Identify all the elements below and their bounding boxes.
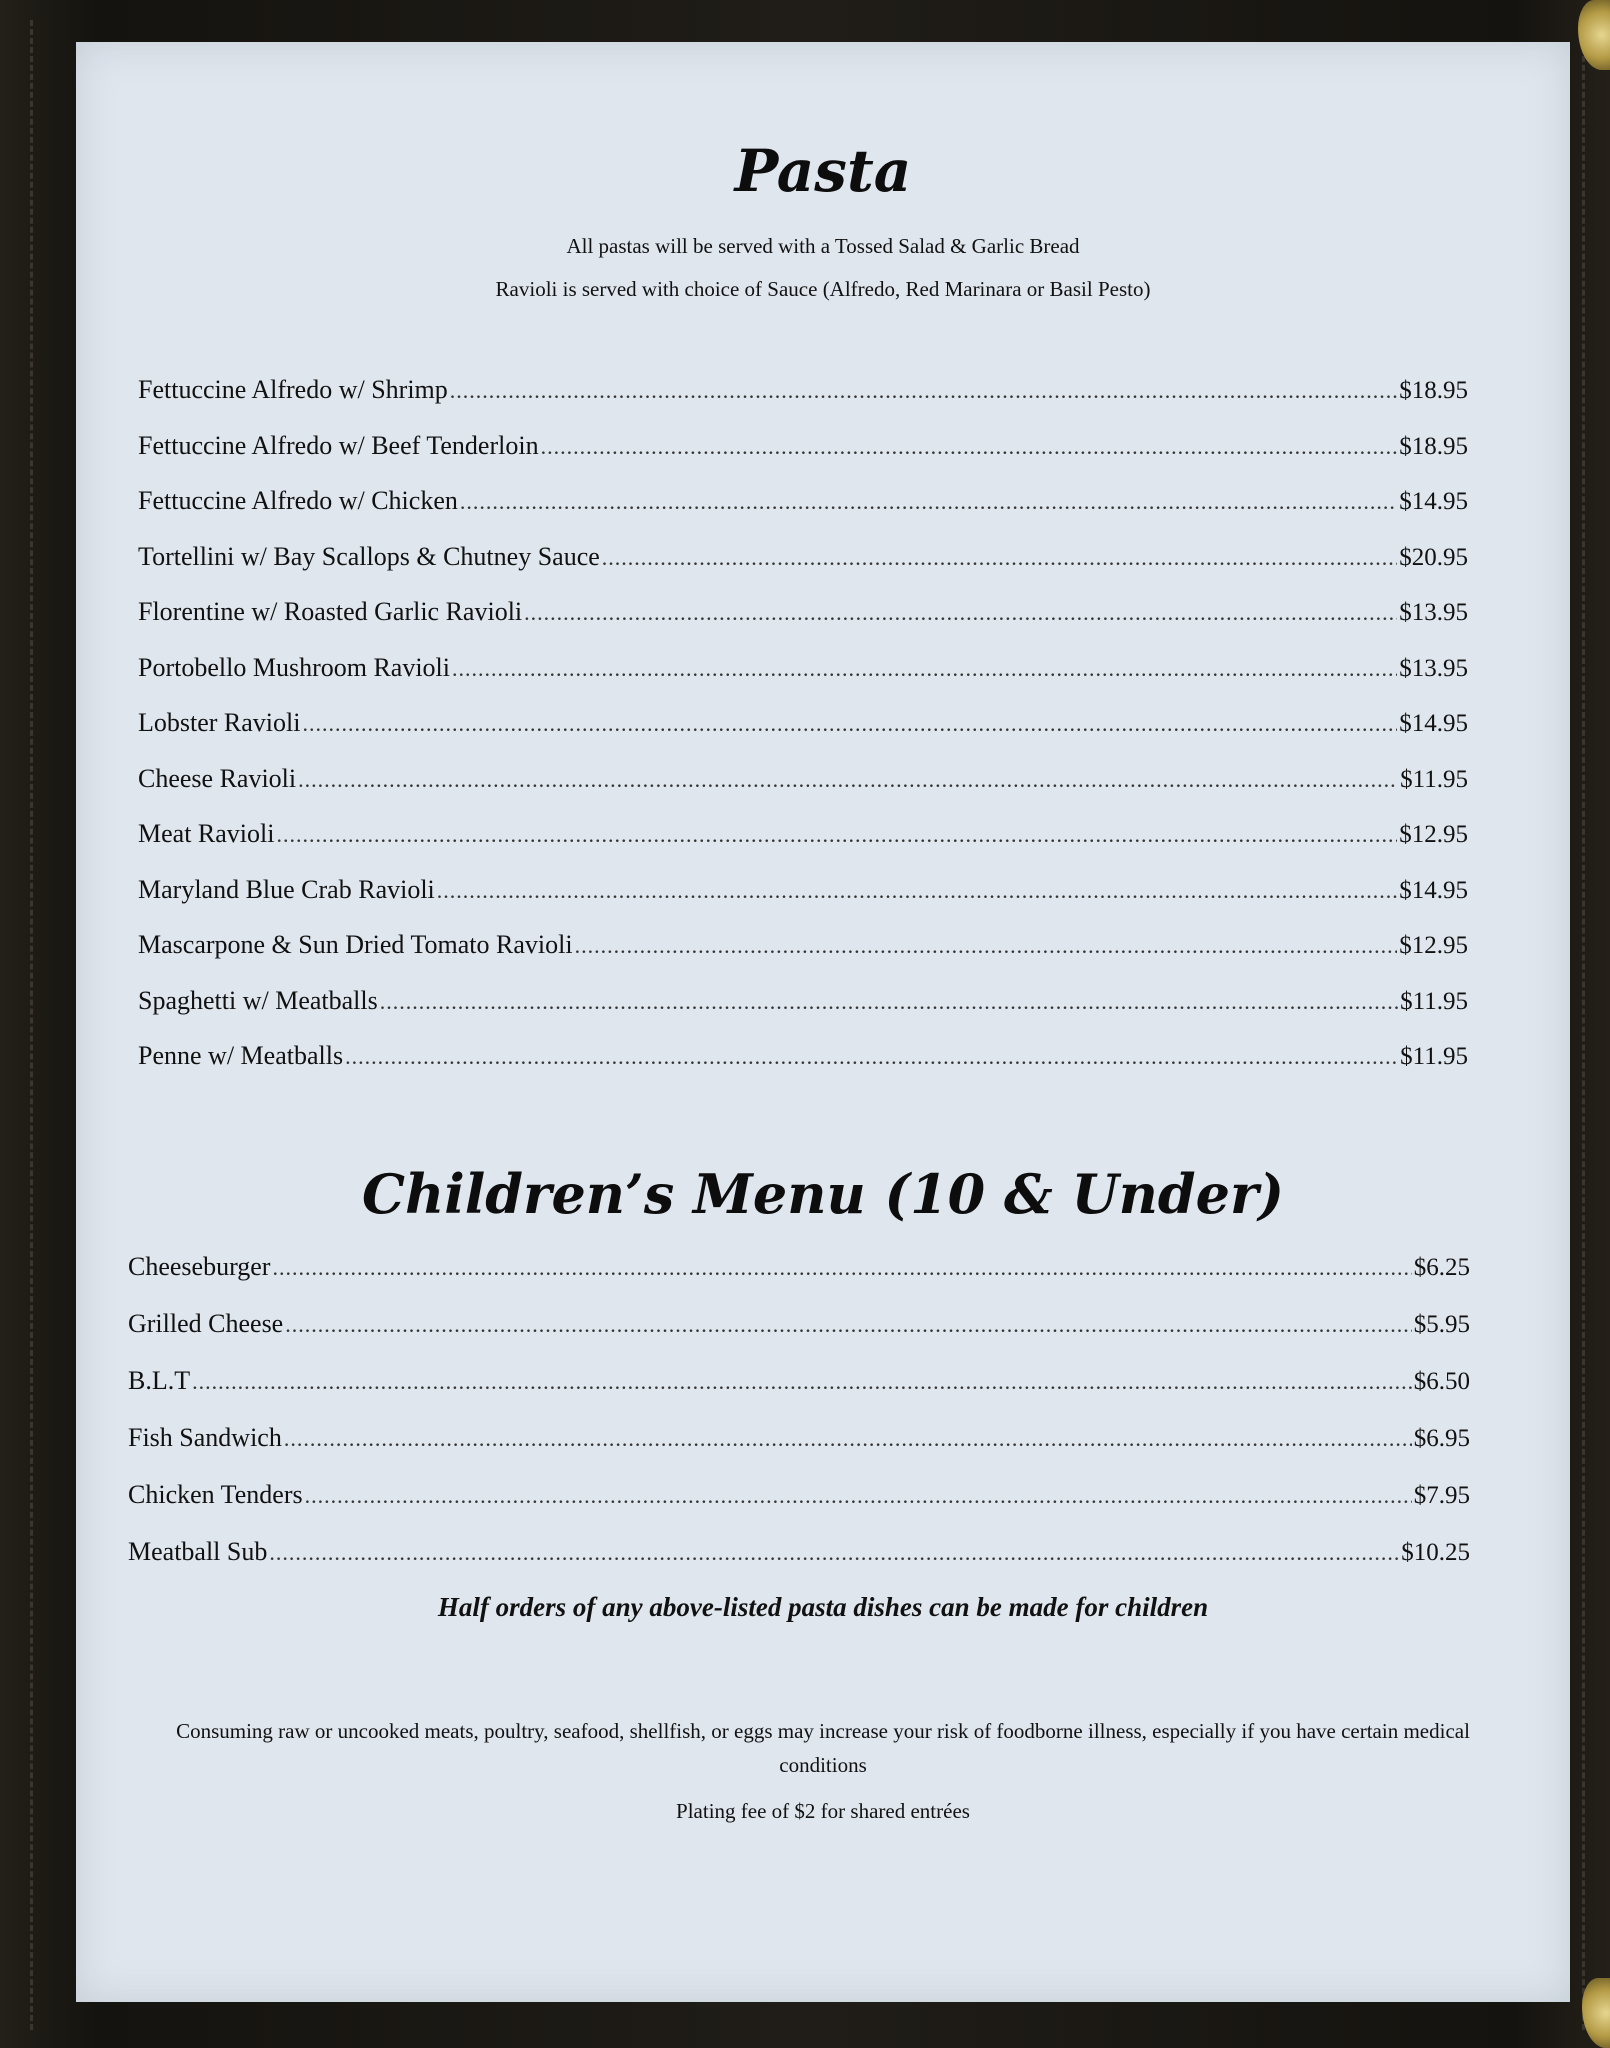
menu-item-price: $18.95 xyxy=(1399,377,1468,404)
pasta-note-salad: All pastas will be served with a Tossed Salad & Garlic Bread xyxy=(566,234,1080,258)
pasta-section-title: Pasta xyxy=(734,137,912,205)
stitching-left xyxy=(30,20,37,2030)
menu-item-name: Meatball Sub xyxy=(128,1537,268,1566)
menu-item-row xyxy=(128,1423,1470,1453)
dot-leader xyxy=(192,1369,1412,1395)
dot-leader xyxy=(285,1312,1412,1338)
menu-page xyxy=(76,42,1570,2002)
menu-item-price: $11.95 xyxy=(1400,1043,1468,1070)
menu-item-name: Maryland Blue Crab Ravioli xyxy=(138,874,435,904)
menu-item-name: Fettuccine Alfredo w/ Shrimp xyxy=(138,375,448,404)
menu-item-price: $6.50 xyxy=(1413,1368,1470,1395)
menu-item-name: Lobster Ravioli xyxy=(138,708,301,737)
menu-item-name: B.L.T xyxy=(128,1366,191,1395)
menu-item-price: $7.95 xyxy=(1413,1482,1470,1509)
menu-item-name: Spaghetti w/ Meatballs xyxy=(138,985,378,1015)
menu-item-row xyxy=(128,1537,1470,1567)
half-orders-note: Half orders of any above-listed pasta dishes can be made for children xyxy=(437,1592,1209,1622)
dot-leader xyxy=(305,1483,1412,1509)
menu-item-price: $12.95 xyxy=(1399,932,1468,959)
menu-item-price: $6.25 xyxy=(1413,1254,1470,1281)
dot-leader xyxy=(284,1426,1412,1452)
menu-item-price: $13.95 xyxy=(1399,599,1468,626)
menu-item-name: Fettuccine Alfredo w/ Beef Tenderloin xyxy=(138,430,539,460)
menu-item-name: Mascarpone & Sun Dried Tomato Ravioli xyxy=(138,930,573,959)
pasta-note-ravioli-sauce: Ravioli is served with choice of Sauce (Alfredo, Red Marinara or Basil Pesto) xyxy=(495,277,1151,301)
menu-item-price: $11.95 xyxy=(1400,765,1468,793)
menu-item-price: $14.95 xyxy=(1399,710,1468,737)
menu-item-name: Grilled Cheese xyxy=(128,1309,284,1338)
menu-item-price: $12.95 xyxy=(1399,821,1468,848)
menu-item-name: Tortellini w/ Bay Scallops & Chutney Sauce xyxy=(138,541,600,571)
menu-item-price: $6.95 xyxy=(1413,1425,1470,1452)
menu-item-price: $5.95 xyxy=(1413,1311,1470,1338)
menu-item-row xyxy=(128,1366,1470,1396)
menu-item-price: $14.95 xyxy=(1399,876,1468,904)
menu-item-price: $20.95 xyxy=(1399,543,1468,571)
menu-item-row xyxy=(128,1309,1470,1339)
menu-item-row xyxy=(128,1480,1470,1510)
menu-item-price: $11.95 xyxy=(1400,987,1468,1015)
foodborne-illness-warning: Consuming raw or uncooked meats, poultry, seafood, shellfish, or eggs may increase your risk of foodborne illness, especially if you have certain medical conditions xyxy=(176,1719,1470,1777)
menu-item-name: Penne w/ Meatballs xyxy=(138,1041,344,1070)
menu-item-name: Cheese Ravioli xyxy=(138,763,297,793)
menu-item-name: Cheeseburger xyxy=(128,1252,271,1281)
menu-item-price: $18.95 xyxy=(1399,432,1468,460)
menu-item-name: Chicken Tenders xyxy=(128,1480,303,1509)
menu-item-name: Portobello Mushroom Ravioli xyxy=(138,652,450,682)
childrens-menu-title: Children’s Menu (10 & Under) xyxy=(361,1162,1285,1226)
childrens-item-list xyxy=(76,42,1570,2002)
menu-item-name: Florentine w/ Roasted Garlic Ravioli xyxy=(138,597,523,626)
menu-item-name: Fettuccine Alfredo w/ Chicken xyxy=(138,486,458,515)
plating-fee-note: Plating fee of $2 for shared entrées xyxy=(676,1799,970,1823)
menu-item-price: $13.95 xyxy=(1399,654,1468,682)
stitching-right xyxy=(1582,20,1589,2030)
dot-leader xyxy=(269,1540,1399,1566)
menu-item-row xyxy=(128,1252,1470,1282)
menu-item-name: Fish Sandwich xyxy=(128,1423,282,1452)
dot-leader xyxy=(272,1255,1411,1281)
corner-ornament-bottom xyxy=(1582,1978,1610,2048)
menu-item-price: $10.25 xyxy=(1401,1539,1470,1566)
menu-item-name: Meat Ravioli xyxy=(138,819,275,848)
menu-item-price: $14.95 xyxy=(1399,488,1468,515)
